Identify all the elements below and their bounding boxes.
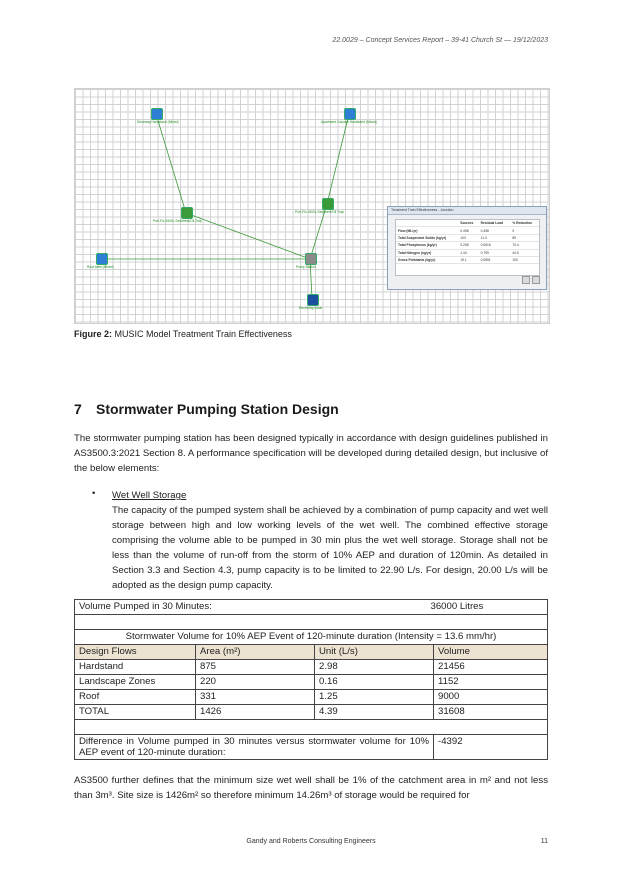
table-row — [396, 249, 539, 256]
junction-icon — [305, 253, 317, 265]
catchment-icon — [96, 253, 108, 265]
volume-table — [74, 599, 548, 760]
cell: 103 — [458, 234, 478, 241]
cell: 0 — [510, 227, 539, 234]
cell: 1426 — [196, 705, 315, 720]
table-row — [75, 720, 548, 735]
cell: 1.44 — [458, 249, 478, 256]
difference-label: Difference in Volume pumped in 30 minutes versus stormwater volume for 10% AEP event of 120-minute duration: — [75, 735, 434, 760]
col-header: Sources — [458, 220, 478, 227]
footer-company: Gandy and Roberts Consulting Engineers — [246, 838, 376, 845]
cell: 9000 — [434, 690, 548, 705]
table-row — [75, 600, 548, 615]
col-header: Volume — [434, 645, 548, 660]
bullet-item — [112, 488, 548, 593]
link-trap-to-pump — [186, 213, 310, 259]
cell: 875 — [196, 660, 315, 675]
cell: 19.1 — [458, 256, 478, 263]
cell: 100 — [510, 256, 539, 263]
cell: 0.208 — [458, 242, 478, 249]
node-label: Receiving Node — [299, 306, 323, 310]
table-row — [396, 234, 539, 241]
pumped-label: Volume Pumped in 30 Minutes: — [75, 600, 315, 615]
copy-button[interactable] — [522, 276, 530, 284]
pumped-value — [315, 600, 548, 615]
col-header: Residual Load — [479, 220, 511, 227]
table-row — [396, 256, 539, 263]
figure-caption — [74, 329, 292, 339]
cell: 0.498 — [479, 227, 511, 234]
catchment-icon — [344, 108, 356, 120]
caption-label: Figure 2: — [74, 329, 113, 339]
closing-paragraph: AS3500 further defines that the minimum size wet well shall be 1% of the catchment area in m² and not less than 3m³. Site size is 1426m² so therefore minimum 14.26m³ of storage would be required for — [74, 775, 548, 801]
table-row — [75, 705, 548, 720]
row-label: Total Phosphorus (kg/yr) — [396, 242, 458, 249]
cell: 0.0591 — [479, 256, 511, 263]
link-driveway-to-trap — [156, 114, 186, 213]
cell: 331 — [196, 690, 315, 705]
row-label: Total Nitrogen (kg/yr) — [396, 249, 458, 256]
treatment-train-window — [387, 206, 547, 290]
section-number: 7 — [74, 401, 82, 417]
close-button[interactable] — [532, 276, 540, 284]
table-row — [75, 735, 548, 760]
cell: 0.498 — [458, 227, 478, 234]
cell: 0.0616 — [479, 242, 511, 249]
cell: Landscape Zones — [75, 675, 196, 690]
col-header: % Reduction — [510, 220, 539, 227]
cell: 2.98 — [315, 660, 434, 675]
cell: Roof — [75, 690, 196, 705]
page-number: 11 — [540, 838, 548, 845]
music-model-figure — [74, 88, 550, 324]
table-row — [75, 690, 548, 705]
storm-title: Stormwater Volume for 10% AEP Event of 120-minute duration (Intensity = 13.6 mm/hr) — [75, 630, 548, 645]
pumped-value-text: 36000 Litres — [430, 601, 484, 612]
node-label: Puri-Flo 1500L Sediment/Oil Trap — [153, 219, 202, 223]
row-label: Total Suspended Solids (kg/yr) — [396, 234, 458, 241]
treatment-icon — [322, 198, 334, 210]
table-row — [75, 615, 548, 630]
cell: 220 — [196, 675, 315, 690]
table-row — [75, 630, 548, 645]
cell: TOTAL — [75, 705, 196, 720]
bullet-marker: • — [92, 488, 96, 499]
link-carpark-to-trap — [327, 114, 349, 204]
cell: 44.5 — [510, 249, 539, 256]
table-row — [396, 242, 539, 249]
window-buttons — [520, 276, 540, 285]
cell: 0.16 — [315, 675, 434, 690]
catchment-icon — [151, 108, 163, 120]
node-label: Driveway Hardstand (Mixed) — [137, 120, 179, 124]
table-row — [396, 227, 539, 234]
col-header: Unit (L/s) — [315, 645, 434, 660]
section-heading — [74, 401, 339, 417]
table-row — [75, 660, 548, 675]
table-row — [75, 675, 548, 690]
cell: Hardstand — [75, 660, 196, 675]
intro-paragraph: The stormwater pumping station has been designed typically in accordance with design guidelines published in AS3500.3:2021 Section 8. A performance specification will be developed during detailed design, but inclusive of the below elements: — [74, 433, 548, 474]
cell: 4.39 — [315, 705, 434, 720]
caption-text: MUSIC Model Treatment Train Effectiveness — [112, 329, 292, 339]
col-header: Design Flows — [75, 645, 196, 660]
cell: 70.4 — [510, 242, 539, 249]
bullet-title: Wet Well Storage — [112, 490, 187, 501]
row-label: Flow (ML/yr) — [396, 227, 458, 234]
difference-value: -4392 — [434, 735, 548, 760]
page-header: 22.0029 – Concept Services Report – 39-41 Church St — 19/12/2023 — [332, 37, 548, 44]
cell: 1.25 — [315, 690, 434, 705]
section-title: Stormwater Pumping Station Design — [96, 401, 339, 417]
spacer-cell — [75, 720, 548, 735]
cell: 89 — [510, 234, 539, 241]
cell: 1152 — [434, 675, 548, 690]
window-title: Treatment Train Effectiveness - Junction — [388, 207, 546, 215]
col-header — [396, 220, 458, 227]
col-header: Area (m²) — [196, 645, 315, 660]
spacer-cell — [75, 615, 548, 630]
treatment-icon — [181, 207, 193, 219]
cell: 21456 — [434, 660, 548, 675]
node-label: Apartment Carpark Hardstand (Mixed) — [321, 120, 377, 124]
cell: 31608 — [434, 705, 548, 720]
receiving-node-icon — [307, 294, 319, 306]
node-label: Pump Station — [296, 265, 316, 269]
cell: 0.799 — [479, 249, 511, 256]
node-label: Puri-Flo 1500L Sediment/Oil Trap — [295, 210, 344, 214]
cell: 11.3 — [479, 234, 511, 241]
bullet-body: The capacity of the pumped system shall be achieved by a combination of pump capacity and wet well storage between high and low working levels of the wet well. The combined effective storage comprising the volume able to be pumped in 30 min plus the wet well storage. Storage shall not be less than the volume of run-off from the storm of 10% AEP and duration of 120min. As detailed in Section 3.3 and Section 4.3, pump capacity is to be limited to 22.90 L/s. For design, 20.00 L/s will be adopted as the design pump capacity. — [112, 505, 548, 591]
table-header-row — [75, 645, 548, 660]
results-panel — [395, 219, 540, 276]
results-table — [396, 220, 539, 264]
node-label: Roof Area (Mixed) — [87, 265, 114, 269]
row-label: Gross Pollutants (kg/yr) — [396, 256, 458, 263]
